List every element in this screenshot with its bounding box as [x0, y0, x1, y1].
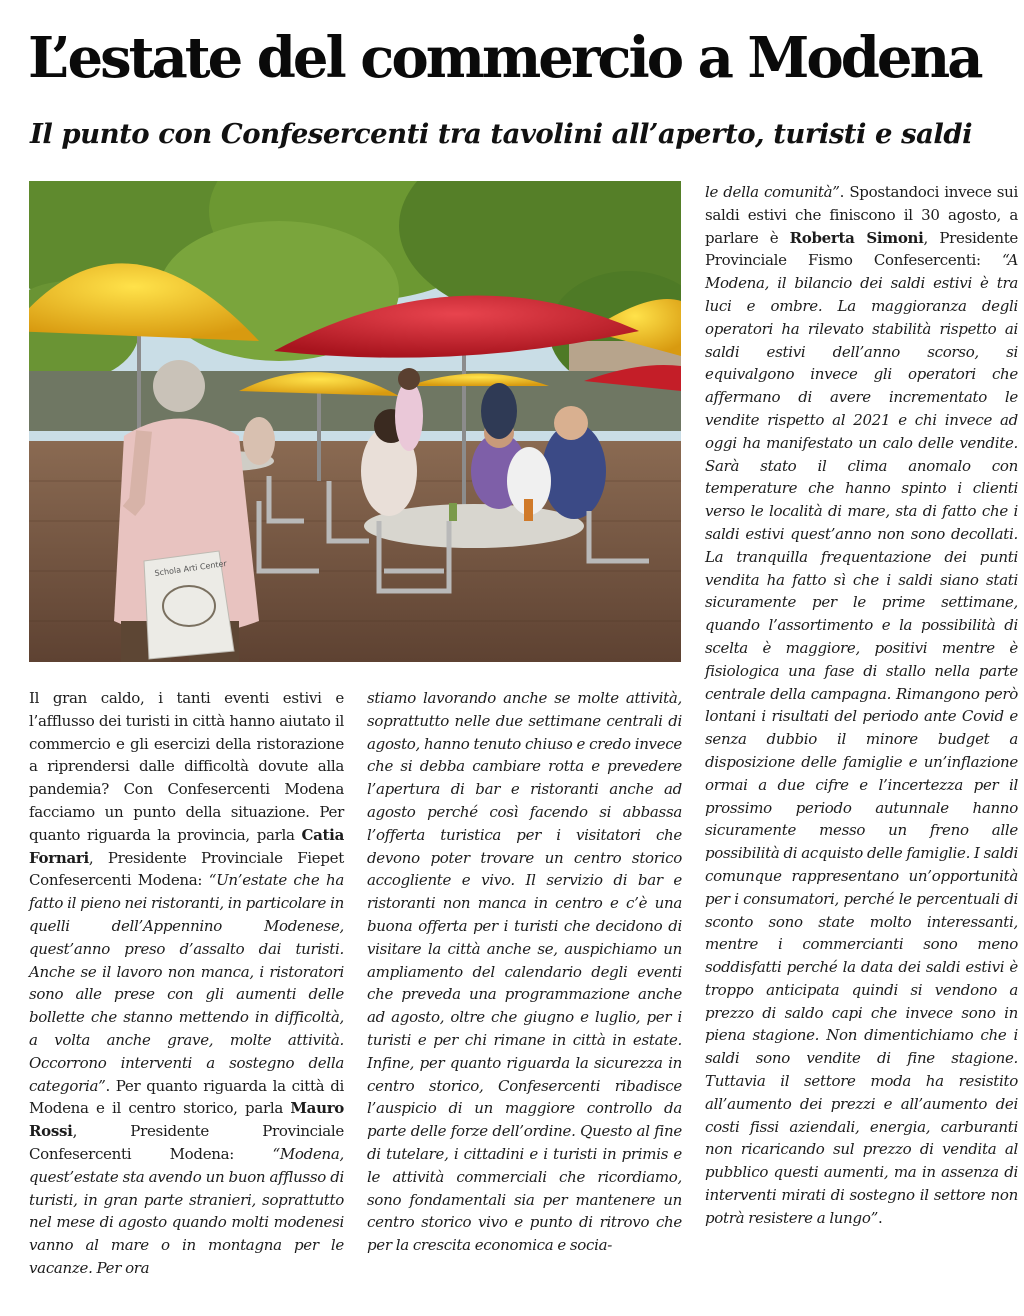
article-photo — [29, 181, 681, 662]
article-body-col-2: stiamo lavorando anche se molte attività, soprattutto nelle due settimane centrali di agosto, hanno tenuto chiuso e credo invece che si debba cambiare rotta e prevedere l’apertura di bar e ristoranti anche ad agosto perché così facendo si abbassa l’offerta turistica per i visitatori che devono poter trovare un centro storico accogliente e vivo. Il servizio di bar e ristoranti non manca in centro e c’è una buona offerta per i turisti che decidono di visitare la città anche se, auspichiamo un ampliamento del calendario degli eventi che preveda una programmazione anche ad agosto, oltre che giugno e luglio, per i turisti e per chi rimane in città in estate. Infine, per quanto riguarda la sicurezza in centro storico, Confesercenti ribadisce l’auspicio di un maggiore controllo da parte delle forze dell’ordine. Questo al fine di tutelare, i cittadini e i turisti in primis e le attività commerciali che ricordiamo, sono fondamentali sia per mantenere un centro storico vivo e punto di ritrovo che per la crescita economica e socia- — [367, 689, 682, 1255]
tote-bag — [144, 551, 234, 659]
article-body-col-1: Il gran caldo, i tanti eventi estivi e l’afflusso dei turisti in città hanno aiutato il commercio e gli esercizi della ristorazione a riprendersi dalle difficoltà dovute alla pandemia? Con Confesercenti Modena facciamo un punto della situazione. Per quanto riguarda la provincia, parla Catia Fornari, Presidente Provinciale Fiepet Confesercenti Modena: “Un’estate che ha fatto il pieno nei ristoranti, in particolare in quelli dell’Appennino Modenese, quest’anno preso d’assalto dai turisti. Anche se il lavoro non manca, i ristoratori sono alle prese con gli aumenti delle bollette che stanno mettendo in difficoltà, a volta anche grave, molte attività. Occorrono interventi a sostegno della categoria”. Per quanto riguarda la città di Modena e il centro storico, parla Mauro Rossi, Presidente Provinciale Confesercenti Modena: “Modena, quest’estate sta avendo un buon afflusso di turisti, in gran parte stranieri, soprattutto nel mese di agosto quando molti modenesi vanno al mare o in montagna per le vacanze. Per ora — [29, 689, 344, 1277]
headline: L’estate del commercio a Modena — [28, 25, 981, 91]
subheadline: Il punto con Confesercenti tra tavolini all’aperto, turisti e saldi — [30, 118, 973, 150]
article-body-col-3: le della comunità”. Spostandoci invece sui saldi estivi che finiscono il 30 agosto, a parlare è Roberta Simoni, Presidente Provinciale Fismo Confesercenti: “A Modena, il bilancio dei saldi estivi è tra luci e ombre. La maggioranza degli operatori ha rilevato stabilità rispetto ai saldi estivi dell’anno scorso, si equivalgono invece gli operatori che affermano di avere incrementato le vendite rispetto al 2021 e chi invece ad oggi ha manifestato un calo delle vendite. Sarà stato il clima anomalo con temperature che hanno spinto i clienti verso le località di mare, sta di fatto che i saldi estivi quest’anno non sono decollati. La tranquilla frequentazione dei punti vendita ha fatto sì che i saldi siano stati sicuramente per le prime settimane, quando l’assortimento e la possibilità di scelta è maggiore, positivi mentre è fisiologica una fase di stallo nella parte centrale della campagna. Rimangono però lontani i risultati del periodo ante Covid e senza dubbio il minore budget a disposizione delle famiglie e un’inflazione ormai a due cifre e l’incertezza per il prossimo periodo autunnale hanno sicuramente messo un freno alle possibilità di acquisto delle famiglie. I saldi comunque rappresentano un’opportunità per i consumatori, perché le percentuali di sconto sono state molto interessanti, mentre i commercianti sono meno soddisfatti perché la data dei saldi estivi è troppo anticipata quindi si vendono a prezzo di saldo capi che invece sono in piena stagione. Non dimentichiamo che i saldi sono vendite di fine stagione. Tuttavia il settore moda ha resistito all’aumento dei prezzi e all’aumento dei costi fissi aziendali, energia, carburanti non ricaricando sul prezzo di vendita al pubblico questi aumenti, ma in assenza di interventi mirati di sostegno il settore non potrà resistere a lungo”. — [705, 183, 1019, 1227]
tote-bag-text: Schola Arti Center — [154, 558, 228, 578]
